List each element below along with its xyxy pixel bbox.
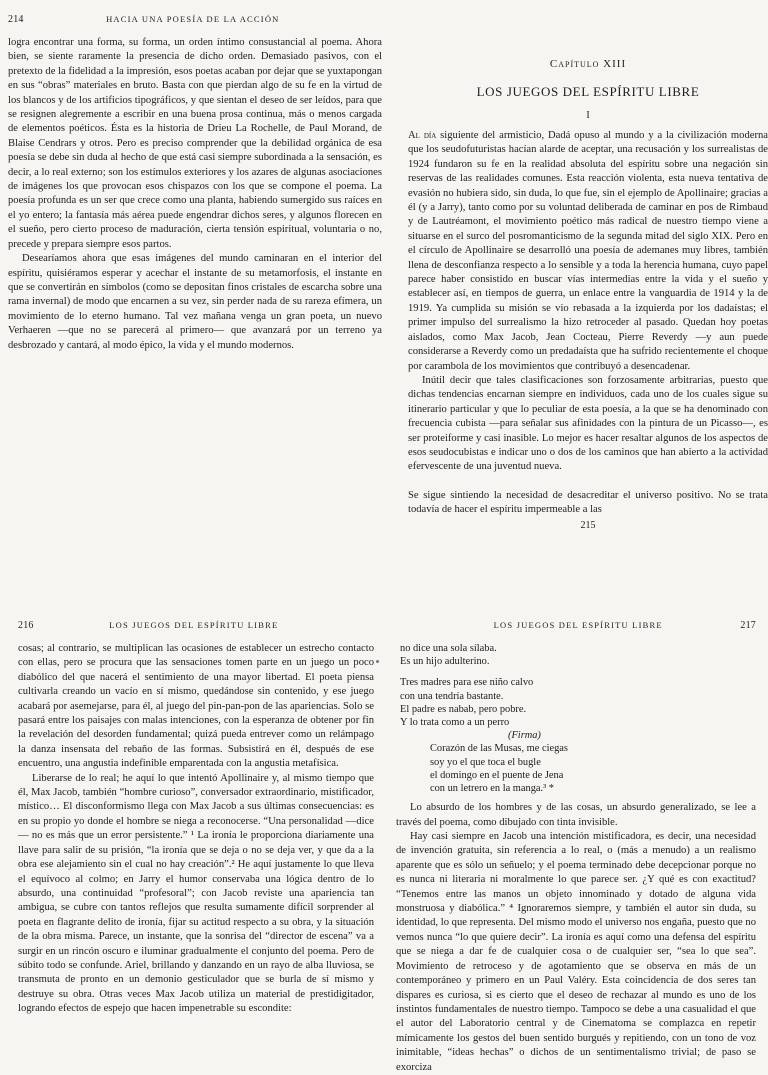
poem-line: el domingo en el puente de Jena (430, 769, 564, 781)
poem-line: Es un hijo adulterino. (400, 656, 490, 668)
page-body (8, 36, 382, 353)
paragraph: Desearíamos ahora que esas imágenes del mundo caminaran en el interior del espíritu, quisiéramos esperar y acechar el instante de su metamorfosis, el instante en que se convertirán en símbolos (como se depositan finos cristales de escarcha sobre una rama invernal) de modo que encarnen a su vez, sin perder nada de su rareza efímera, un movimiento de lo eterno humano. Tal vez mañana venga un gran poeta, un nuevo Verhaeren —que no se parecerá al primero— que avanzará por un terreno ya desbrozado y cantará, al modo épico, la vida y el mundo modernos. (8, 253, 382, 351)
page-number: 215 (580, 519, 596, 531)
section-number: I (586, 110, 590, 121)
paragraph: Liberarse de lo real; he aquí lo que intentó Apollinaire y, al mismo tiempo que él, Max Jacob, también “hombre curioso”, conversador extraordinario, mistificador, místico… El disconformismo llega con Max Jacob a sus últimas consecuencias: es en su propio yo donde el hombre se niega a reconocerse. “Una personalidad —dice— no es más que un error persistente.” ¹ La ironía le proporciona diariamente una llave para salir de su prisión, “la ironía que se deja o no se deja ver, y que da a la obra ese alejamiento sin el cual no hay creación”.² He aquí justamente lo que lleva el equívoco al colmo; en Jarry el humor conservaba una lógica dentro de lo absurdo, una continuidad “profesoral”; con Jacob reviste una apariencia tan ambigua, se cubre con tantos reflejos que resulta sumamente difícil sorprender al poeta en flagrante delito de ironía, fijar su actitud respecto a su obra, y la situación de la obra misma. Parece, un instante, que la sonrisa del “director de escena” va a surgir en un rincón oscuro e iluminar gradualmente el conjunto del poema. Pero de súbito todo se confunde. Ariel, brillando y danzando en un rayo de alba lluviosa, se transmuta de pronto en un demonio gesticulador que se burla de sí mismo y destruye su obra. Otras veces Max Jacob utiliza un material de prestidigitador, logrando efectos de espejo que hacen impenetrable su escondite: (18, 772, 374, 1015)
page-216 (18, 620, 374, 1017)
paragraph: Inútil decir que tales clasificaciones son forzosamente arbitrarias, puesto que dichas tendencias encarnan siempre en individuos, cada uno de los cuales sigue su itinerario particular y que lo peculiar de esta poesía, a la que se ha denominado con frecuencia cubista —para señalar sus afinidades con la pintura de un Picasso—, es ser proteiforme y casi inasible. Lo mejor es hacer resaltar algunos de los aspectos de esos seudocubistas e indicar uno o dos de los caminos que han abierto a la actividad efervescente de una juventud nueva. (408, 374, 768, 473)
chapter-label: Capítulo XIII (549, 58, 627, 70)
paragraph: Hay casi siempre en Jacob una intención mistificadora, es decir, una necesidad de invención gratuita, sin referencia a lo real, o (más a menudo) a un realismo aparente que es sólo un señuelo; y el poema terminado debe decepcionar porque no es nunca ni literaria ni moralmente lo que parece ser. ¿Y qué es con exactitud? “Tenemos entre las manos un objeto innominado y dotado de alguna vida monstruosa y diabólica.” ⁴ Ignoraremos siempre, y también el autor sin duda, su identidad, lo que representa. Del mismo modo el universo nos engaña, puesto que no vemos nunca “lo que quiere decir”. La ironía es aquí como una defensa del espíritu que se niega a dar fe de cualquier cosa o de cualquier ser, “sea lo que sea”. Movimiento de retroceso y de agotamiento que se observa en más de un contemporáneo y primero en un Paul Valéry. Esta coincidencia de dos seres tan dispares es curiosa, si es cierto que el deseo de rechazar al mundo es uno de los instintos fundamentales de nuestro tiempo. Tampoco se debe a una casualidad el que el autor del Laboratorio central y de Cinematoma se complazca en repetir mímicamente los gestos del buen sentido burgués y repitiendo, con un tono de voz inimitable, “ideas hechas” o dichos de un sentimentalismo trivial; de paso se exorciza (396, 831, 756, 1073)
paragraph-text: siguiente del armisticio, Dadá opuso al mundo y a la civilización moderna que los seudofuturistas hacían alarde de aceptar, una recusación y los surrealistas de 1924 fundaron su fe en la realidad absoluta del espíritu sobre una negación sin reservas de las realidades comunes. Esta reacción violenta, esta nueva tentativa de evasión no hubiera sido, sin duda, lo que fue, sin el ejemplo de Apollinaire; gracias a él (y a Jarry), tanto como por su voluntad deliberada de caminar en pos de Rimbaud y de Lautréamont, el movimiento poético más radical de nuestro tiempo viene a situarse en el surco del posromanticismo de la segunda mitad del siglo XIX. Pero en el círculo de Apollinaire se desarrolló una poesía de ademanes muy libres, también llena de desconfianza respecto a lo sensible y a toda la herencia humana, cuyo papel parece haber consistido en buscar vías intermedias entre la vida y el sueño y establecer así, en tiempos de guerra, un enlace entre la vanguardia de 1914 y la de 1919. Ya cumplida su misión se vio rebasada a la izquierda por los dadaístas; el primer impulso del surrealismo la hizo retroceder al pasado. Quedan hoy poetas aislados, como Max Jacob, Jean Cocteau, Pierre Reverdy —y aun puede considerarse a Reverdy como un predadaísta que ha sufrido recientemente el choque por carambola de los movimientos que contribuyó a desencadenar. (408, 130, 768, 372)
running-head: HACIA UNA POESÍA DE LA ACCIÓN (106, 14, 280, 24)
page-214 (8, 14, 382, 353)
paragraph: logra encontrar una forma, su forma, un orden íntimo consustancial al poema. Ahora bien, se siente raramente la presencia de dicho orden. Demasiado pasivos, con el pretexto de la fidelidad a la impresión, esos poetas acaban por dejar que se yuxtapongan en sus “obras” materiales en bruto. Basta con que pierdan algo de su fe en la virtud de los blancos y de los artificios tipográficos, y que sientan el deseo de ser leídos, para que se resignen alegremente a escribir en una buena prosa continua, más o menos cargada de elementos poéticos. Ésta es la historia de Drieu La Rochelle, de Paul Morand, de Blaise Cendrars y otros. Pero es preciso comprender que la debilidad orgánica de esa poesía se debe sin duda al hecho de que está casi siempre subordinada a la sensación, es decir, a lo real externo; son los estímulos exteriores y los azares de algunas asociaciones de imágenes los que provocan esos chispazos con los que se compone el poema. La poesía profunda es un ser que crece como una planta, habiendo sumergido sus raíces en el yo entero; la fantasía más aérea puede engendrar dichos seres, y algunos florecen en el sueño, pero cierto proceso de maduración, cierta tensión espiritual, voluntaria o no, precede y prepara siempre esos partos. (8, 37, 382, 250)
poem-line: con un letrero en la manga.³ * (430, 783, 555, 795)
page-number: 214 (8, 14, 24, 25)
page-header (18, 620, 374, 642)
ink-dot (376, 660, 379, 663)
poem-line: Y lo trata como a un perro (400, 717, 510, 729)
poem-line: Tres madres para ese niño calvo (400, 677, 534, 689)
poem-quotation (400, 642, 756, 795)
page-number: 217 (740, 620, 756, 631)
page-number: 216 (18, 620, 34, 631)
poem-line: soy yo el que toca el bugle (430, 756, 541, 768)
paragraph (408, 129, 768, 374)
poem-line: El padre es nabab, pero pobre. (400, 703, 527, 715)
lead-in: Al día (408, 130, 437, 141)
page-body (396, 801, 756, 1075)
poem-signature: (Firma) (508, 730, 541, 742)
page-body (408, 129, 768, 518)
poem-line: no dice una sola sílaba. (400, 643, 497, 654)
paragraph: Lo absurdo de los hombres y de las cosas, un absurdo generalizado, se lee a través del poema, como dibujado con tinta invisible. (396, 802, 756, 828)
page-header (8, 14, 382, 36)
paragraph: Se sigue sintiendo la necesidad de desacreditar el universo positivo. No se trata todavía de hacer el espíritu impermeable a las (408, 489, 768, 516)
page-217 (396, 620, 756, 1075)
page-header (396, 620, 756, 642)
poem-line: con una tendría bastante. (400, 690, 504, 702)
chapter-title: LOS JUEGOS DEL ESPÍRITU LIBRE (476, 84, 700, 99)
page-body (18, 642, 374, 1017)
running-head: LOS JUEGOS DEL ESPÍRITU LIBRE (109, 620, 279, 630)
page-215 (408, 14, 768, 531)
poem-line: Corazón de las Musas, me ciegas (430, 743, 568, 755)
paragraph: cosas; al contrario, se multiplican las ocasiones de establecer un estrecho contacto con ellas, pero se procura que las sensaciones tomen parte en un juego un poco diabólico del que nacerá el sentimiento de una mayor libertad. El poeta piensa cultivarla creando un vacío en sí mismo, quedándose sin contenido, y ese juego acabará por asemejarse, para él, al juego del pin-pan-pon de las apariencias. Solo se pasará entre los paisajes con malas intenciones, con la esperanza de obtener por fin la revelación del desorden fundamental; quizá pueda entrever como un relámpago la danza insensata del rebaño de las formas. Subsistirá en él, después de ese encuentro, una angustia indefinible emparentada con la angustia metafísica. (18, 643, 374, 770)
running-head: LOS JUEGOS DEL ESPÍRITU LIBRE (493, 620, 663, 630)
